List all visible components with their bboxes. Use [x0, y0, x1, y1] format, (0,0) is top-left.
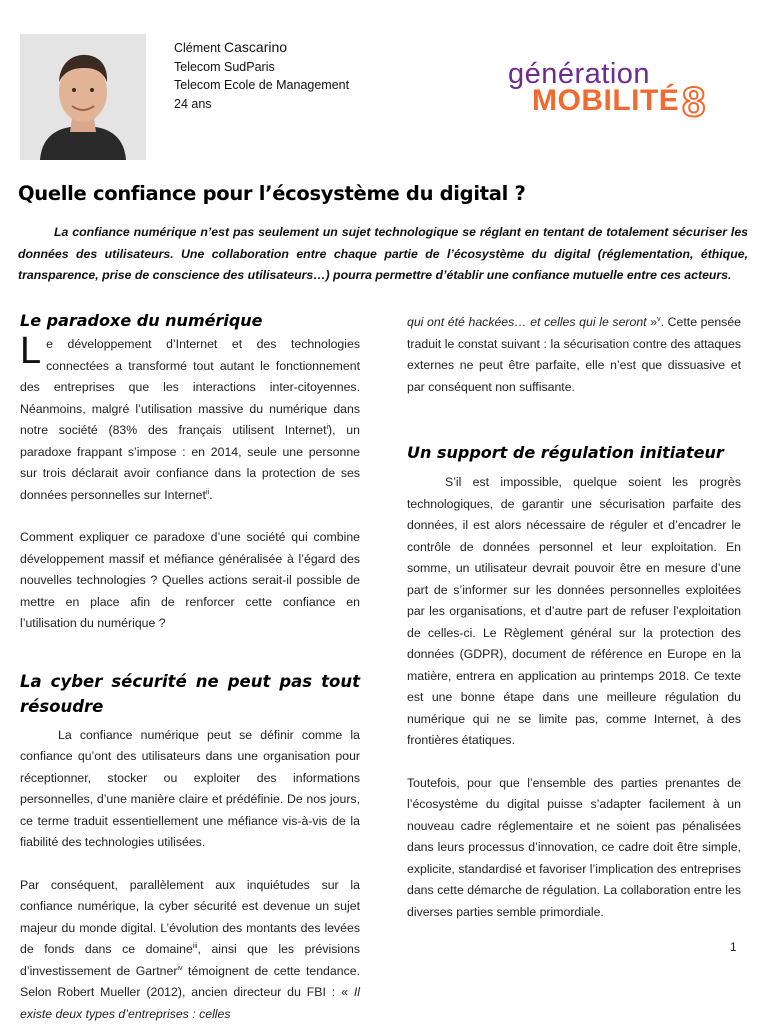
section-1-heading: Le paradoxe du numérique — [20, 310, 360, 332]
section-2-heading: La cyber sécurité ne peut pas tout résoudre — [20, 669, 360, 719]
page-title: Quelle confiance pour l’écosystème du digital ? — [18, 182, 526, 205]
footnote-ref: v — [657, 316, 661, 323]
author-photo — [20, 34, 146, 160]
author-school-1: Telecom SudParis — [174, 58, 349, 77]
section-2-paragraph-continued: qui ont été hackées… et celles qui le seront »$^v$. Cette pensée traduit le constat suivant : la sécurisation contre des attaques externes ne peut être parfaite, elle n’est que dissuasive et par conséquent non suffisante. — [407, 312, 741, 398]
author-last-name: Cascarino — [224, 39, 287, 55]
author-info — [174, 38, 349, 113]
author-first-name: Clément — [174, 41, 221, 55]
logo-line-2: MOBILITÉ — [532, 84, 679, 118]
generation-mobilite-logo — [506, 64, 742, 124]
section-3-paragraph-2: Toutefois, pour que l’ensemble des parties prenantes de l’écosystème du digital puisse s’adapter facilement à un nouveau cadre réglementaire et ne soient pas pénalisées dans leurs processus d’innovation, ce cadre doit être simple, explicite, standardisé et favoriser l’implication des entreprises dans cette démarche de régulation. La collaboration entre les diverses parties semble primordiale. — [407, 773, 741, 924]
section-3-paragraph-1: S’il est impossible, quelque soient les progrès technologiques, de garantir une sécurisation parfaite des données, il est alors nécessaire de réguler et d’encadrer le contrôle de données personnel et leur exploitation. En somme, un utilisateur devrait pouvoir être en mesure d’une part de s’informer sur les données personnelles exploitées par les organisations, et d’autre part de refuser l’exploitation de celles-ci. Le Règlement général sur la protection des données (GDPR), document de référence en Europe en la matière, entrera en application au printemps 2018. Ce texte est une bonne étape dans une meilleure régulation du numérique qui ne se limite pas, comme Internet, à des frontières étatiques. — [407, 472, 741, 752]
intro-paragraph: La confiance numérique n’est pas seulement un sujet technologique se réglant en tentant de totalement sécuriser les données des utilisateurs. Une collaboration entre chaque partie de l’écosystème du digital (réglementation, éthique, transparence, prise de conscience des utilisateurs…) pourra permettre d’établir une confiance mutuelle entre ces acteurs. — [18, 222, 748, 287]
footnote-ref: i — [326, 424, 328, 431]
section-2-paragraph-1: La confiance numérique peut se définir comme la confiance qu’ont des utilisateurs dans une organisation pour réceptionner, stocker ou exploiter des informations personnelles, d’une manière claire et prédéfinie. De nos jours, ce terme traduit essentiellement une méfiance vis-à-vis de la fiabilité des technologies utilisées. — [20, 725, 360, 854]
page-number: 1 — [730, 940, 737, 954]
logo-line-1: génération — [508, 58, 650, 91]
footnote-ref: iii — [193, 943, 198, 950]
section-1-paragraph-1: Le développement d’Internet et des technologies connectées a transformé tout autant le fonctionnement des entreprises que les interactions inter-citoyennes. Néanmoins, malgré l’utilisation massive du numérique dans notre société (83% des français utilisent Internet$^i$), un paradoxe frappant s’impose : en 2014, seule une personne sur trois déclarait avoir confiance dans la protection de ses données personnelles sur Internet$^{ii}$. — [20, 334, 360, 506]
section-2-paragraph-2: Par conséquent, parallèlement aux inquiétudes sur la confiance numérique, la cyber sécurité est devenue un sujet majeur du monde digital. L’évolution des montants des levées de fonds dans ce domaine$^{iii}$, ainsi que les prévisions d’investissement de Gartner$^{iv}$ témoignent de cette tendance. Selon Robert Mueller (2012), ancien directeur du FBI : « Il existe deux types d’entreprises : celles — [20, 875, 360, 1025]
author-school-2: Telecom Ecole de Management — [174, 76, 349, 95]
right-column — [407, 310, 741, 923]
footnote-ref: iv — [177, 964, 182, 971]
author-portrait-image — [20, 34, 146, 160]
left-column — [20, 310, 360, 1025]
author-name — [174, 38, 349, 58]
footnote-ref: ii — [206, 488, 209, 495]
drop-cap: L — [20, 336, 41, 366]
logo-number: 8 — [682, 78, 705, 126]
author-age: 24 ans — [174, 95, 349, 114]
section-1-paragraph-2: Comment expliquer ce paradoxe d’une société qui combine développement massif et méfiance généralisée à l’égard des nouvelles technologies ? Quelles actions serait-il possible de mettre en place afin de renforcer cette confiance en l’utilisation du numérique ? — [20, 527, 360, 635]
section-3-heading: Un support de régulation initiateur — [407, 442, 741, 464]
